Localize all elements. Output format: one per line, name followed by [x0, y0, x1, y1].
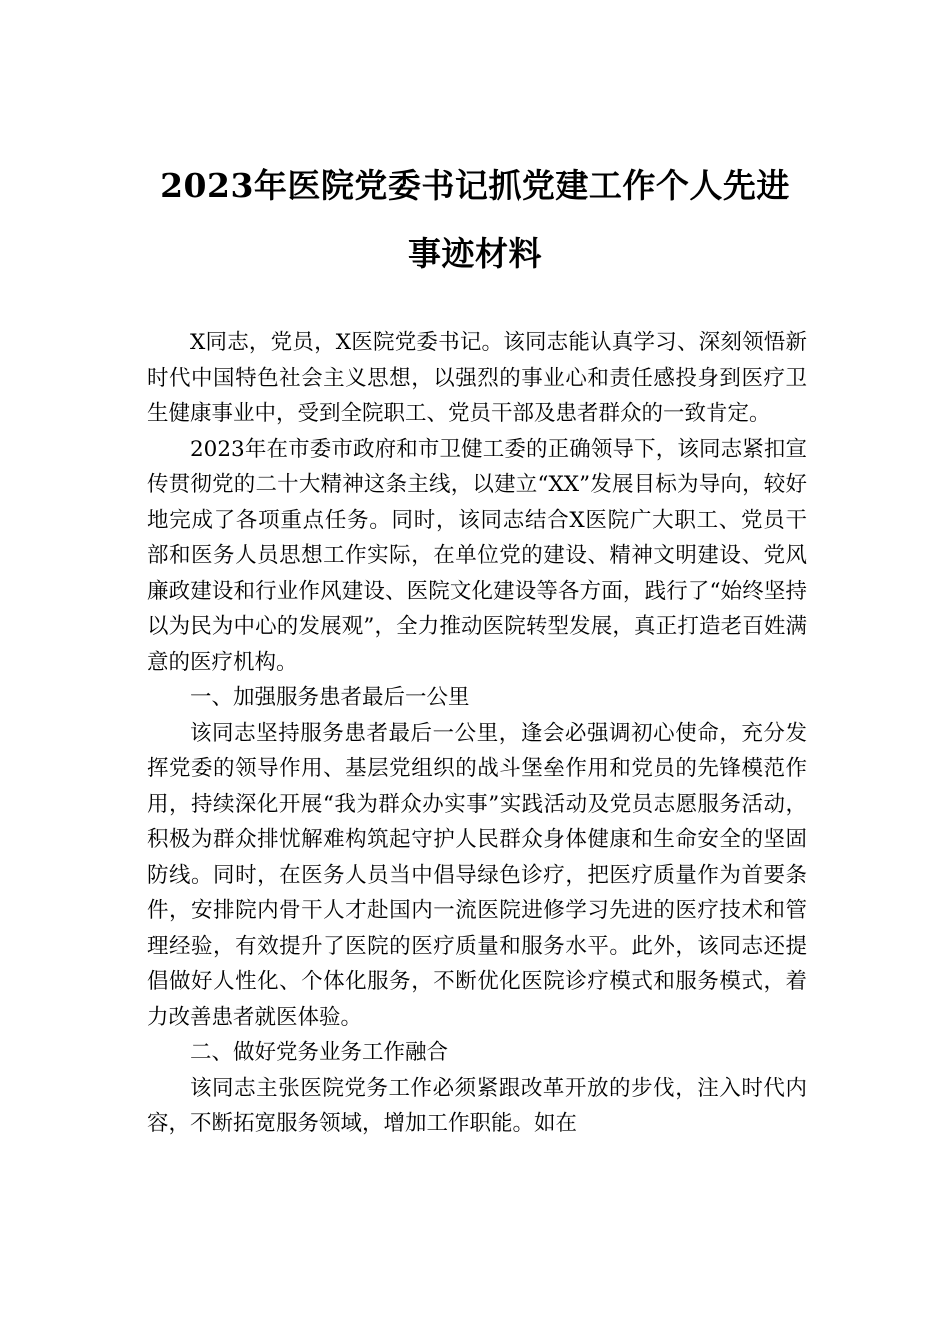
intro-paragraph: X同志，党员，X医院党委书记。该同志能认真学习、深刻领悟新时代中国特色社会主义思想，以强烈的事业心和责任感投身到医疗卫生健康事业中，受到全院职工、党员干部及患者群众的一致肯定。 [147, 330, 807, 426]
section-heading-1: 一、加强服务患者最后一公里 [190, 685, 470, 710]
section-2-paragraph: 该同志主张医院党务工作必须紧跟改革开放的步伐，注入时代内容，不断拓宽服务领域，增加工作职能。如在 [147, 1075, 807, 1136]
document-title-line-1: 2023年医院党委书记抓党建工作个人先进 [160, 166, 790, 205]
section-1-paragraph: 该同志坚持服务患者最后一公里，逢会必强调初心使命，充分发挥党委的领导作用、基层党组织的战斗堡垒作用和党员的先锋模范作用，持续深化开展“我为群众办实事”实践活动及党员志愿服务活动，积极为群众排忧解难构筑起守护人民群众身体健康和生命安全的坚固防线。同时，在医务人员当中倡导绿色诊疗，把医疗质量作为首要条件，安排院内骨干人才赴国内一流医院进修学习先进的医疗技术和管理经验，有效提升了医院的医疗质量和服务水平。此外，该同志还提倡做好人性化、个体化服务，不断优化医院诊疗模式和服务模式，着力改善患者就医体验。 [147, 720, 807, 1030]
section-heading-2: 二、做好党务业务工作融合 [190, 1040, 449, 1065]
document-title-line-2: 事迹材料 [408, 234, 542, 273]
document-body [147, 325, 807, 1142]
overview-paragraph: 2023年在市委市政府和市卫健工委的正确领导下，该同志紧扣宣传贯彻党的二十大精神这条主线，以建立“XX”发展目标为导向，较好地完成了各项重点任务。同时，该同志结合X医院广大职工、党员干部和医务人员思想工作实际，在单位党的建设、精神文明建设、党风廉政建设和行业作风建设、医院文化建设等各方面，践行了“始终坚持以为民为中心的发展观”，全力推动医院转型发展，真正打造老百姓满意的医疗机构。 [147, 436, 807, 675]
